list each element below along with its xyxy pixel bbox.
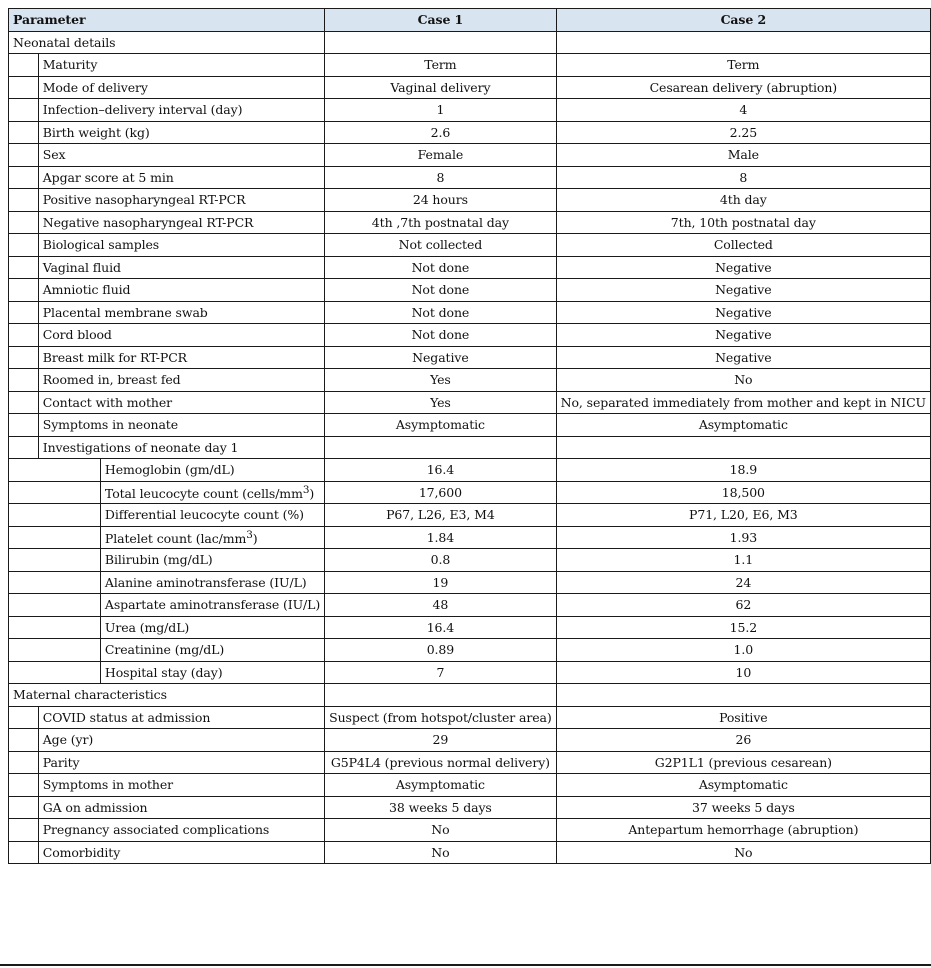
table-row [9,661,931,684]
indent-cell [9,144,39,167]
case1-value: No [325,841,557,864]
case1-value: Not done [325,256,557,279]
row-label-text: Positive nasopharyngeal RT-PCR [42,192,246,208]
indent-cell [9,391,39,414]
case1-value: Not collected [325,234,557,257]
indent-cell [9,54,39,77]
case1-value: Not done [325,324,557,347]
case2-value: G2P1L1 (previous cesarean) [556,751,930,774]
row-label-text: Birth weight (kg) [42,124,150,140]
case1-value: Suspect (from hotspot/cluster area) [325,706,557,729]
indent-cell [9,796,39,819]
case1-value: Yes [325,391,557,414]
case2-value: Term [556,54,930,77]
row-label [100,616,324,639]
table-row [9,459,931,482]
row-label-text: Mode of delivery [42,79,148,95]
empty-case1-cell [325,684,557,707]
table-row [9,504,931,527]
indent-cell [9,594,101,617]
table-row [9,639,931,662]
table-row [9,616,931,639]
section-row [9,31,931,54]
table-row [9,346,931,369]
row-label [38,121,324,144]
row-label-text: Symptoms in mother [42,777,174,793]
case1-value: Term [325,54,557,77]
header-parameter: Parameter [9,9,325,32]
superscript: 3 [246,528,253,541]
empty-case1-cell [325,436,557,459]
case2-value: 15.2 [556,616,930,639]
case2-value: 2.25 [556,121,930,144]
row-label-text: Cord blood [42,327,112,343]
row-label-text: Sex [42,147,66,163]
table-row [9,819,931,842]
table-row [9,76,931,99]
case2-value: Positive [556,706,930,729]
row-label [100,526,324,549]
case2-value: Negative [556,346,930,369]
row-label-text: Negative nasopharyngeal RT-PCR [42,214,254,230]
indent-cell [9,436,39,459]
indent-cell [9,729,39,752]
row-label-text: Platelet count (lac/mm [104,530,247,546]
case1-value: 16.4 [325,459,557,482]
indent-cell [9,706,39,729]
case2-value: Negative [556,279,930,302]
row-label [100,571,324,594]
row-label [38,144,324,167]
case1-value: Asymptomatic [325,414,557,437]
case1-value: 0.8 [325,549,557,572]
indent-cell [9,481,101,504]
case1-value: Not done [325,301,557,324]
row-label [100,549,324,572]
header-case1: Case 1 [325,9,557,32]
indent-cell [9,841,39,864]
case1-value: Vaginal delivery [325,76,557,99]
case1-value: 2.6 [325,121,557,144]
row-label [38,211,324,234]
case1-value: 17,600 [325,481,557,504]
case2-value: 7th, 10th postnatal day [556,211,930,234]
row-label-text: Vaginal fluid [42,259,121,275]
row-label [38,189,324,212]
section-title: Maternal characteristics [9,684,325,707]
case2-value: 4 [556,99,930,122]
table-row [9,481,931,504]
indent-cell [9,774,39,797]
row-label [38,99,324,122]
case2-value: Cesarean delivery (abruption) [556,76,930,99]
case1-value: Yes [325,369,557,392]
row-label-text: Comorbidity [42,844,121,860]
table-header-row [9,9,931,32]
empty-case2-cell [556,684,930,707]
case2-value: Asymptomatic [556,414,930,437]
case2-value: Male [556,144,930,167]
row-label [38,346,324,369]
row-label [38,324,324,347]
indent-cell [9,76,39,99]
indent-cell [9,616,101,639]
empty-case2-cell [556,436,930,459]
indent-cell [9,121,39,144]
case2-value: Negative [556,301,930,324]
row-label [38,774,324,797]
table-row [9,571,931,594]
row-label-text: Total leucocyte count (cells/mm [104,485,303,501]
row-label [38,166,324,189]
table-row [9,166,931,189]
case1-value: 38 weeks 5 days [325,796,557,819]
superscript: 3 [302,483,310,496]
case1-value: 48 [325,594,557,617]
table-row [9,526,931,549]
row-label-text: Parity [42,754,80,770]
indent-cell [9,459,101,482]
row-label-text: Creatinine (mg/dL) [104,642,225,658]
table-row [9,279,931,302]
row-label-text: GA on admission [42,799,148,815]
table-row [9,54,931,77]
case1-value: 19 [325,571,557,594]
row-label [38,841,324,864]
case2-value: 1.0 [556,639,930,662]
indent-cell [9,526,101,549]
case1-value: No [325,819,557,842]
case1-value: 16.4 [325,616,557,639]
indent-cell [9,369,39,392]
row-label-text: Pregnancy associated complications [42,822,270,838]
indent-cell [9,661,101,684]
table-row [9,99,931,122]
indent-cell [9,751,39,774]
bottom-rule [0,964,931,966]
case2-value: Collected [556,234,930,257]
table-row [9,324,931,347]
table-row [9,414,931,437]
row-label-text: Placental membrane swab [42,304,208,320]
case2-value: 24 [556,571,930,594]
case2-value: 18.9 [556,459,930,482]
indent-cell [9,301,39,324]
row-label [100,594,324,617]
case1-value: Not done [325,279,557,302]
row-label [100,504,324,527]
table-row [9,774,931,797]
case1-value: 1.84 [325,526,557,549]
row-label-text: COVID status at admission [42,709,211,725]
row-label [100,481,324,504]
case2-value: 37 weeks 5 days [556,796,930,819]
row-label-text: Roomed in, breast fed [42,372,181,388]
table-row [9,796,931,819]
case2-value: No, separated immediately from mother and kept in NICU [556,391,930,414]
table-row [9,369,931,392]
row-label [38,234,324,257]
row-label-end: ) [252,530,258,546]
row-label-text: Amniotic fluid [42,282,131,298]
row-label [38,751,324,774]
indent-cell [9,99,39,122]
comparison-table [8,8,931,864]
case1-value: Asymptomatic [325,774,557,797]
case1-value: 0.89 [325,639,557,662]
row-label [100,661,324,684]
table-row [9,189,931,212]
row-label-text: Differential leucocyte count (%) [104,507,304,523]
row-label [38,369,324,392]
indent-cell [9,189,39,212]
indent-cell [9,504,101,527]
row-label-text: Contact with mother [42,394,173,410]
indent-cell [9,346,39,369]
indent-cell [9,819,39,842]
row-label [38,76,324,99]
row-label-text: Biological samples [42,237,160,253]
row-label-text: Maturity [42,57,98,73]
indent-cell [9,166,39,189]
case2-value: Antepartum hemorrhage (abruption) [556,819,930,842]
row-label-text: Aspartate aminotransferase (IU/L) [104,597,321,613]
row-label [38,391,324,414]
row-label-text: Urea (mg/dL) [104,619,190,635]
case1-value: 4th ,7th postnatal day [325,211,557,234]
row-label-text: Breast milk for RT-PCR [42,349,187,365]
row-label-text: Hemoglobin (gm/dL) [104,462,235,478]
row-label [38,301,324,324]
indent-cell [9,571,101,594]
row-label-text: Age (yr) [42,732,94,748]
empty-case1-cell [325,31,557,54]
row-label-text: Hospital stay (day) [104,664,223,680]
table-row [9,751,931,774]
case1-value: P67, L26, E3, M4 [325,504,557,527]
row-label-text: Symptoms in neonate [42,417,179,433]
table-row [9,841,931,864]
section-row [9,684,931,707]
case2-value: 62 [556,594,930,617]
case2-value: No [556,841,930,864]
indent-cell [9,279,39,302]
indent-cell [9,211,39,234]
row-label-text: Alanine aminotransferase (IU/L) [104,574,307,590]
table-row [9,594,931,617]
case1-value: 24 hours [325,189,557,212]
row-label-end: ) [309,485,315,501]
indent-cell [9,414,39,437]
row-label [38,796,324,819]
row-label-text: Infection–delivery interval (day) [42,102,243,118]
row-label [38,729,324,752]
case2-value: No [556,369,930,392]
table-row [9,391,931,414]
case2-value: Negative [556,256,930,279]
table-row [9,301,931,324]
row-label [38,279,324,302]
row-label-text: Apgar score at 5 min [42,169,174,185]
row-label [100,639,324,662]
table-row [9,234,931,257]
case2-value: 18,500 [556,481,930,504]
case2-value: P71, L20, E6, M3 [556,504,930,527]
case1-value: 7 [325,661,557,684]
case2-value: 10 [556,661,930,684]
indent-cell [9,324,39,347]
row-label [38,706,324,729]
case2-value: 26 [556,729,930,752]
case2-value: 4th day [556,189,930,212]
indent-cell [9,256,39,279]
header-case2: Case 2 [556,9,930,32]
subsection-row [9,436,931,459]
table-row [9,211,931,234]
case1-value: Negative [325,346,557,369]
section-title: Investigations of neonate day 1 [38,436,324,459]
case2-value: Negative [556,324,930,347]
table-row [9,256,931,279]
row-label [38,54,324,77]
section-title: Neonatal details [9,31,325,54]
case1-value: 8 [325,166,557,189]
table-row [9,121,931,144]
indent-cell [9,639,101,662]
table-row [9,706,931,729]
case1-value: 29 [325,729,557,752]
table-row [9,549,931,572]
indent-cell [9,549,101,572]
case1-value: 1 [325,99,557,122]
empty-case2-cell [556,31,930,54]
row-label [100,459,324,482]
case2-value: Asymptomatic [556,774,930,797]
case1-value: Female [325,144,557,167]
row-label [38,256,324,279]
table-row [9,144,931,167]
row-label [38,819,324,842]
table-row [9,729,931,752]
indent-cell [9,234,39,257]
case2-value: 1.93 [556,526,930,549]
row-label [38,414,324,437]
case2-value: 1.1 [556,549,930,572]
case2-value: 8 [556,166,930,189]
case1-value: G5P4L4 (previous normal delivery) [325,751,557,774]
row-label-text: Bilirubin (mg/dL) [104,552,213,568]
